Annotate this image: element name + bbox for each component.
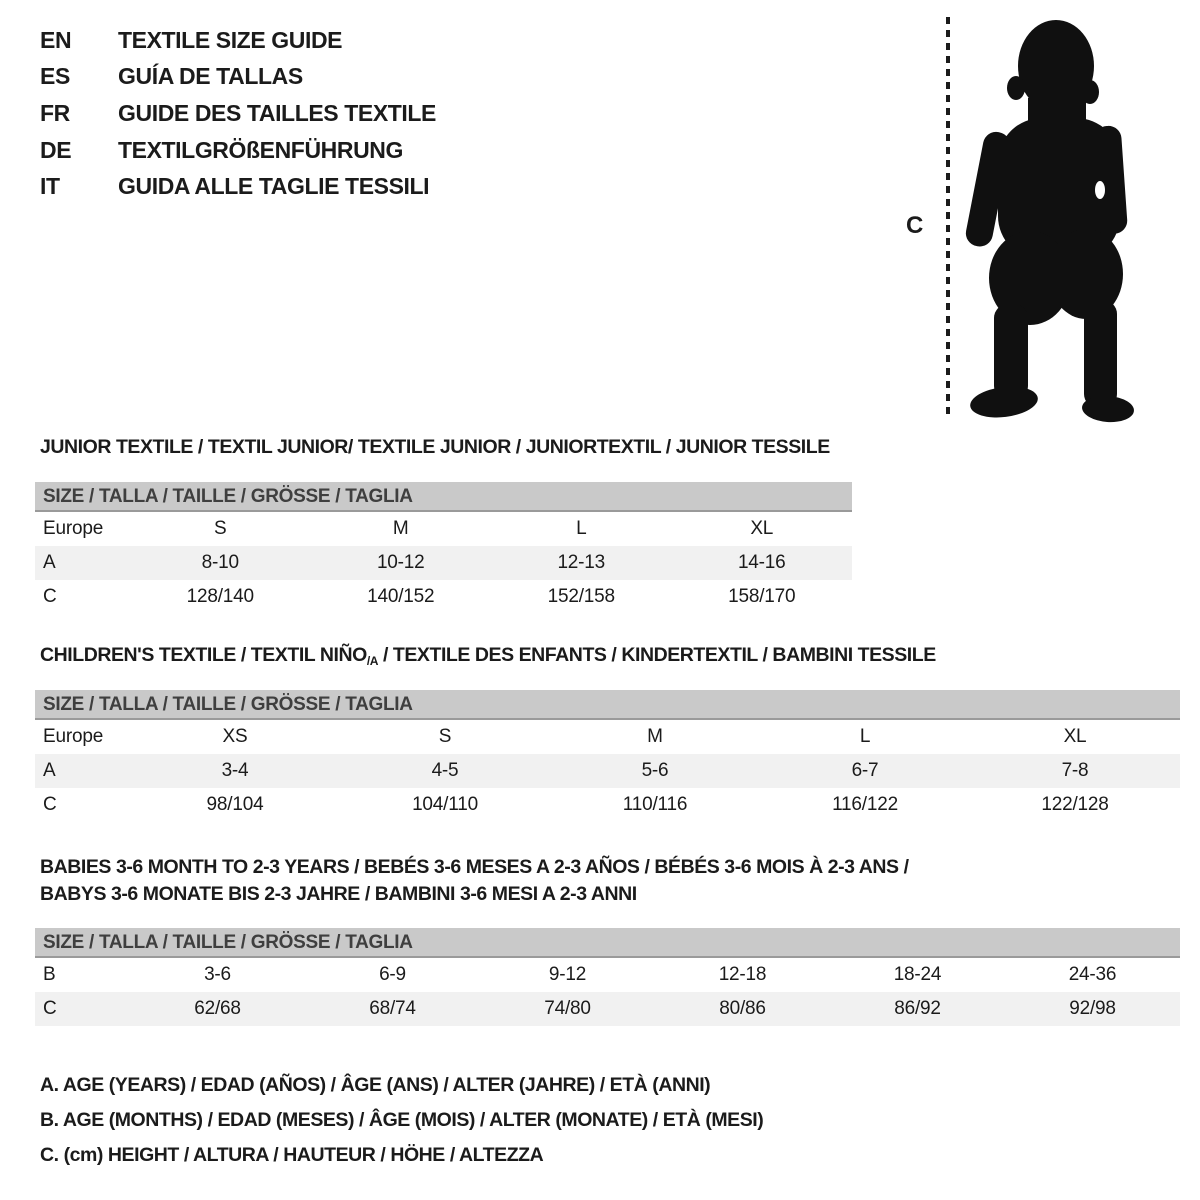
- language-title: GUIDE DES TAILLES TEXTILE: [118, 99, 436, 126]
- size-cell: M: [647, 726, 663, 747]
- toddler-silhouette-image: [958, 16, 1140, 424]
- size-cell: 122/128: [1041, 794, 1109, 815]
- table-row: [35, 958, 1180, 992]
- size-cell: XL: [1063, 726, 1087, 747]
- size-cell: 62/68: [194, 998, 241, 1019]
- section-title-line: [40, 434, 830, 461]
- size-cell: 9-12: [548, 964, 587, 985]
- size-cell: 140/152: [367, 586, 435, 607]
- language-code: DE: [40, 136, 72, 163]
- size-cell: 92/98: [1069, 998, 1116, 1019]
- measure-c-label: C: [906, 212, 924, 239]
- size-cell: 6-9: [379, 964, 406, 985]
- language-row: [40, 132, 436, 169]
- size-cell: 12-18: [718, 964, 767, 985]
- section-title-text: / TEXTILE DES ENFANTS / KINDERTEXTIL / BAMBINI TESSILE: [378, 644, 936, 666]
- junior-size-table: [35, 482, 852, 614]
- size-cell: 14-16: [737, 552, 786, 573]
- size-cell: L: [576, 518, 587, 539]
- size-cell: 104/110: [412, 794, 478, 815]
- row-label: C: [43, 586, 57, 607]
- section-title-line: [40, 881, 909, 908]
- size-cell: 18-24: [893, 964, 942, 985]
- size-cell: 158/170: [728, 586, 796, 607]
- size-cell: 110/116: [622, 794, 688, 815]
- language-code: EN: [40, 26, 72, 53]
- language-code: FR: [40, 99, 70, 126]
- section-title-line: [40, 642, 936, 671]
- section-title-text: JUNIOR TEXTILE / TEXTIL JUNIOR/ TEXTILE JUNIOR / JUNIORTEXTIL / JUNIOR TESSILE: [40, 436, 830, 458]
- size-cell: 152/158: [547, 586, 615, 607]
- size-cell: 98/104: [206, 794, 264, 815]
- table-row: [35, 580, 852, 614]
- legend-line: A. AGE (YEARS) / EDAD (AÑOS) / ÂGE (ANS) / ALTER (JAHRE) / ETÀ (ANNI): [40, 1074, 711, 1096]
- size-cell: 7-8: [1061, 760, 1089, 781]
- table-row: [35, 720, 1180, 754]
- size-cell: XL: [750, 518, 774, 539]
- size-header-bar: SIZE / TALLA / TAILLE / GRÖSSE / TAGLIA: [35, 690, 1180, 720]
- children-size-table: [35, 690, 1180, 822]
- row-label: A: [43, 760, 56, 781]
- babies-size-table: [35, 928, 1180, 1026]
- row-label: B: [43, 964, 56, 985]
- row-label: A: [43, 552, 56, 573]
- children-section-title: [40, 642, 936, 671]
- size-cell: 3-6: [204, 964, 231, 985]
- language-title: TEXTILGRÖßENFÜHRUNG: [118, 136, 403, 163]
- size-cell: 12-13: [557, 552, 606, 573]
- size-cell: 68/74: [369, 998, 416, 1019]
- size-cell: 5-6: [641, 760, 669, 781]
- table-row: [35, 788, 1180, 822]
- babies-section-title: [40, 854, 909, 908]
- language-code: IT: [40, 173, 60, 200]
- size-cell: 24-36: [1068, 964, 1117, 985]
- size-cell: M: [392, 518, 409, 539]
- section-title-text: BABYS 3-6 MONATE BIS 2-3 JAHRE / BAMBINI 3-6 MESI A 2-3 ANNI: [40, 883, 637, 905]
- size-cell: 3-4: [221, 760, 249, 781]
- size-header-bar: SIZE / TALLA / TAILLE / GRÖSSE / TAGLIA: [35, 482, 852, 512]
- size-cell: 4-5: [431, 760, 459, 781]
- section-title-text: BABIES 3-6 MONTH TO 2-3 YEARS / BEBÉS 3-6 MESES A 2-3 AÑOS / BÉBÉS 3-6 MOIS À 2-3 ANS /: [40, 856, 909, 878]
- row-label: Europe: [43, 726, 104, 747]
- table-row: [35, 512, 852, 546]
- row-label: Europe: [43, 518, 104, 539]
- language-row: [40, 59, 436, 96]
- language-code: ES: [40, 63, 70, 90]
- size-cell: 10-12: [376, 552, 425, 573]
- size-cell: L: [859, 726, 871, 747]
- row-label: C: [43, 998, 57, 1019]
- junior-section-title: [40, 434, 830, 461]
- size-cell: 128/140: [186, 586, 254, 607]
- size-cell: 86/92: [894, 998, 941, 1019]
- size-cell: 8-10: [201, 552, 239, 573]
- language-row: [40, 95, 436, 132]
- height-measure-dashed-line: [946, 17, 950, 416]
- section-title-text: CHILDREN'S TEXTILE / TEXTIL NIÑO: [40, 644, 367, 666]
- size-cell: XS: [222, 726, 248, 747]
- table-row: [35, 754, 1180, 788]
- size-cell: 6-7: [851, 760, 879, 781]
- size-header-bar: SIZE / TALLA / TAILLE / GRÖSSE / TAGLIA: [35, 928, 1180, 958]
- table-row: [35, 546, 852, 580]
- measurement-legend: [40, 1068, 763, 1173]
- language-title: GUIDA ALLE TAGLIE TESSILI: [118, 173, 430, 200]
- legend-line: B. AGE (MONTHS) / EDAD (MESES) / ÂGE (MOIS) / ALTER (MONATE) / ETÀ (MESI): [40, 1109, 764, 1131]
- row-label: C: [43, 794, 57, 815]
- size-cell: 74/80: [544, 998, 591, 1019]
- language-row: [40, 22, 436, 59]
- size-cell: 80/86: [719, 998, 766, 1019]
- section-title-text: /A: [366, 654, 378, 668]
- size-cell: S: [438, 726, 452, 747]
- table-row: [35, 992, 1180, 1026]
- section-title-line: [40, 854, 909, 881]
- language-row: [40, 168, 436, 205]
- size-cell: 116/122: [832, 794, 898, 815]
- language-title: TEXTILE SIZE GUIDE: [118, 26, 343, 53]
- language-title-list: [40, 22, 436, 205]
- legend-line: C. (cm) HEIGHT / ALTURA / HAUTEUR / HÖHE / ALTEZZA: [40, 1144, 544, 1166]
- language-title: GUÍA DE TALLAS: [118, 63, 303, 90]
- size-cell: S: [214, 518, 227, 539]
